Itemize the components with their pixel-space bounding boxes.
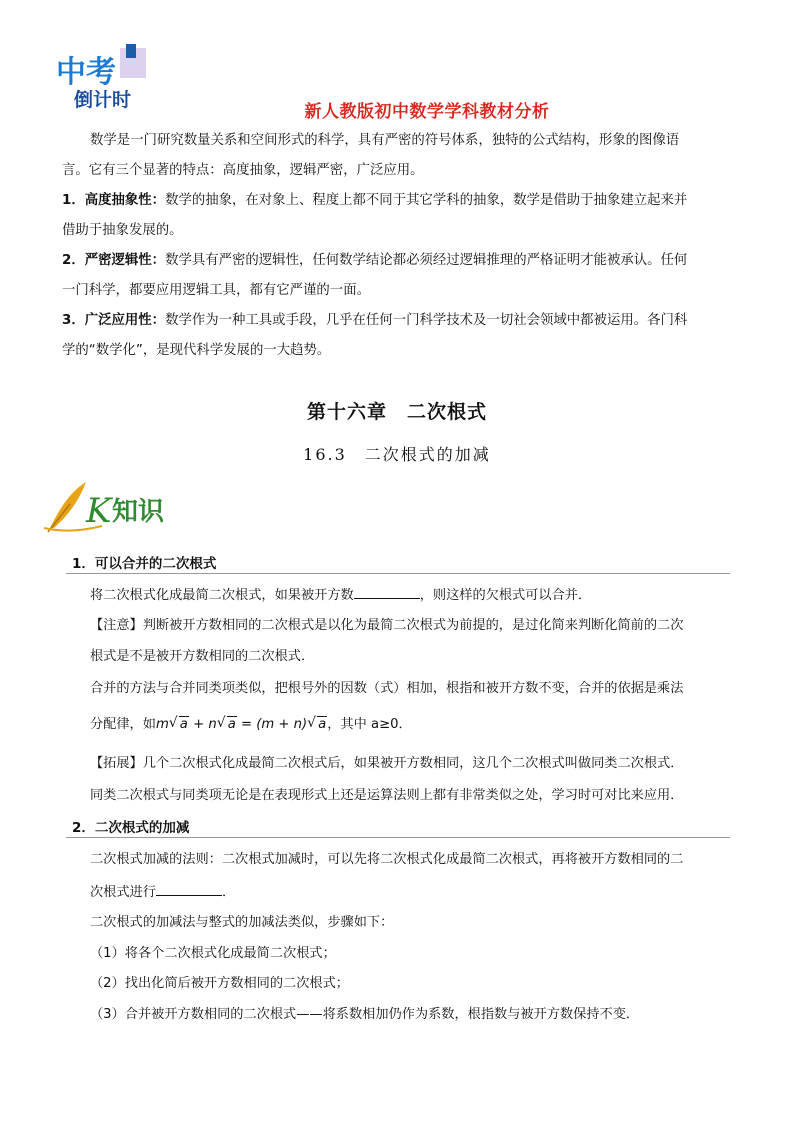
point-2-line-1 <box>62 246 734 276</box>
intro-line-1: 数学是一门研究数量关系和空间形式的科学，具有严密的符号体系，独特的公式结构，形象的图像语 <box>90 133 680 148</box>
s1-line-6: 【拓展】几个二次根式化成最简二次根式后，如果被开方数相同，这几个二次根式叫做同类二次根式． <box>90 756 684 771</box>
formula-m: m <box>155 717 169 732</box>
sqrt-a-2-radicand: a <box>227 717 236 732</box>
s1-line-5-b: ，其中 a≥0． <box>327 717 412 732</box>
s1-line-3: 根式是不是被开方数相同的二次根式． <box>90 649 315 664</box>
s1-line-1-b: ，则这样的欠根式可以合并． <box>419 588 592 603</box>
heading-2-rule <box>66 837 730 838</box>
s2-line-2-a: 次根式进行 <box>90 885 156 900</box>
s2-step-2: （2）找出化简后被开方数相同的二次根式； <box>90 976 349 991</box>
heading-1: 1．可以合并的二次根式 <box>72 556 217 572</box>
s2-line-2-b: ． <box>221 885 236 900</box>
answer-blank-2 <box>156 883 222 896</box>
point-2-text: 数学具有严密的逻辑性，任何数学结论都必须经过逻辑推理的严格证明才能被承认。任何 <box>165 253 688 268</box>
sqrt-a-1-radicand: a <box>179 717 188 732</box>
sqrt-a-3 <box>307 717 327 732</box>
s1-line-1 <box>90 584 730 603</box>
s2-step-1: （1）将各个二次根式化成最简二次根式； <box>90 946 336 961</box>
document-title: 新人教版初中数学学科教材分析 <box>304 102 550 122</box>
point-3-text: 数学作为一种工具或手段，几乎在任何一门科学技术及一切社会领域中都被运用。各门科 <box>165 313 688 328</box>
point-1-label: 1．高度抽象性： <box>62 193 166 208</box>
heading-2: 2．二次根式的加减 <box>72 820 190 836</box>
heading-1-rule <box>66 573 730 574</box>
section-title: 16.3 二次根式的加减 <box>303 445 491 464</box>
s2-line-3: 二次根式的加减法与整式的加减法类似，步骤如下： <box>90 915 394 930</box>
sqrt-a-2 <box>217 717 237 732</box>
point-3-line-2: 学的“数学化”，是现代科学发展的一大趋势。 <box>62 343 331 358</box>
chapter-title: 第十六章 二次根式 <box>306 401 487 423</box>
s1-line-4: 合并的方法与合并同类项类似，把根号外的因数（式）相加，根指和被开方数不变，合并的依据是乘法 <box>90 681 684 696</box>
logo-text-1: 中考 <box>56 55 116 90</box>
sqrt-a-3-radicand: a <box>318 717 327 732</box>
s1-line-7: 同类二次根式与同类项无论是在表现形式上还是运算法则上都有非常类似之处，学习时可对比来应用． <box>90 788 684 803</box>
logo-text-2: 倒计时 <box>74 89 132 111</box>
point-1-line-1 <box>62 186 734 216</box>
formula-eq: = (m + n) <box>236 717 308 732</box>
formula-n: n <box>208 717 217 732</box>
formula-plus: + <box>188 717 209 732</box>
s1-line-2: 【注意】判断被开方数相同的二次根式是以化为最简二次根式为前提的，是过化简来判断化简前的二次 <box>90 618 684 633</box>
point-1-text: 数学的抽象，在对象上、程度上都不同于其它学科的抽象，数学是借助于抽象建立起来并 <box>165 193 688 208</box>
s2-step-3: （3）合并被开方数相同的二次根式——将系数相加仍作为系数，根指数与被开方数保持不变． <box>90 1007 640 1022</box>
knowledge-banner <box>40 478 200 534</box>
point-1-line-2: 借助于抽象发展的。 <box>62 223 183 238</box>
s2-line-1: 二次根式加减的法则：二次根式加减时，可以先将二次根式化成最简二次根式，再将被开方数相同的二 <box>90 852 684 867</box>
s1-line-5 <box>90 713 730 732</box>
banner-k: K <box>86 491 112 531</box>
feather-icon <box>40 478 200 534</box>
s2-line-2 <box>90 881 730 900</box>
point-2-line-2: 一门科学，都要应用逻辑工具，都有它严谨的一面。 <box>62 283 370 298</box>
intro-line-2: 言。它有三个显著的特点：高度抽象，逻辑严密，广泛应用。 <box>62 163 424 178</box>
banner-text: 知识 <box>112 497 165 527</box>
point-3-label: 3．广泛应用性： <box>62 313 166 328</box>
s1-line-5-a: 分配律，如 <box>90 717 156 732</box>
sqrt-a-1 <box>169 717 189 732</box>
point-2-label: 2．严密逻辑性： <box>62 253 166 268</box>
point-3-line-1 <box>62 306 734 336</box>
answer-blank-1 <box>354 586 420 599</box>
s1-line-1-a: 将二次根式化成最简二次根式，如果被开方数 <box>90 588 354 603</box>
